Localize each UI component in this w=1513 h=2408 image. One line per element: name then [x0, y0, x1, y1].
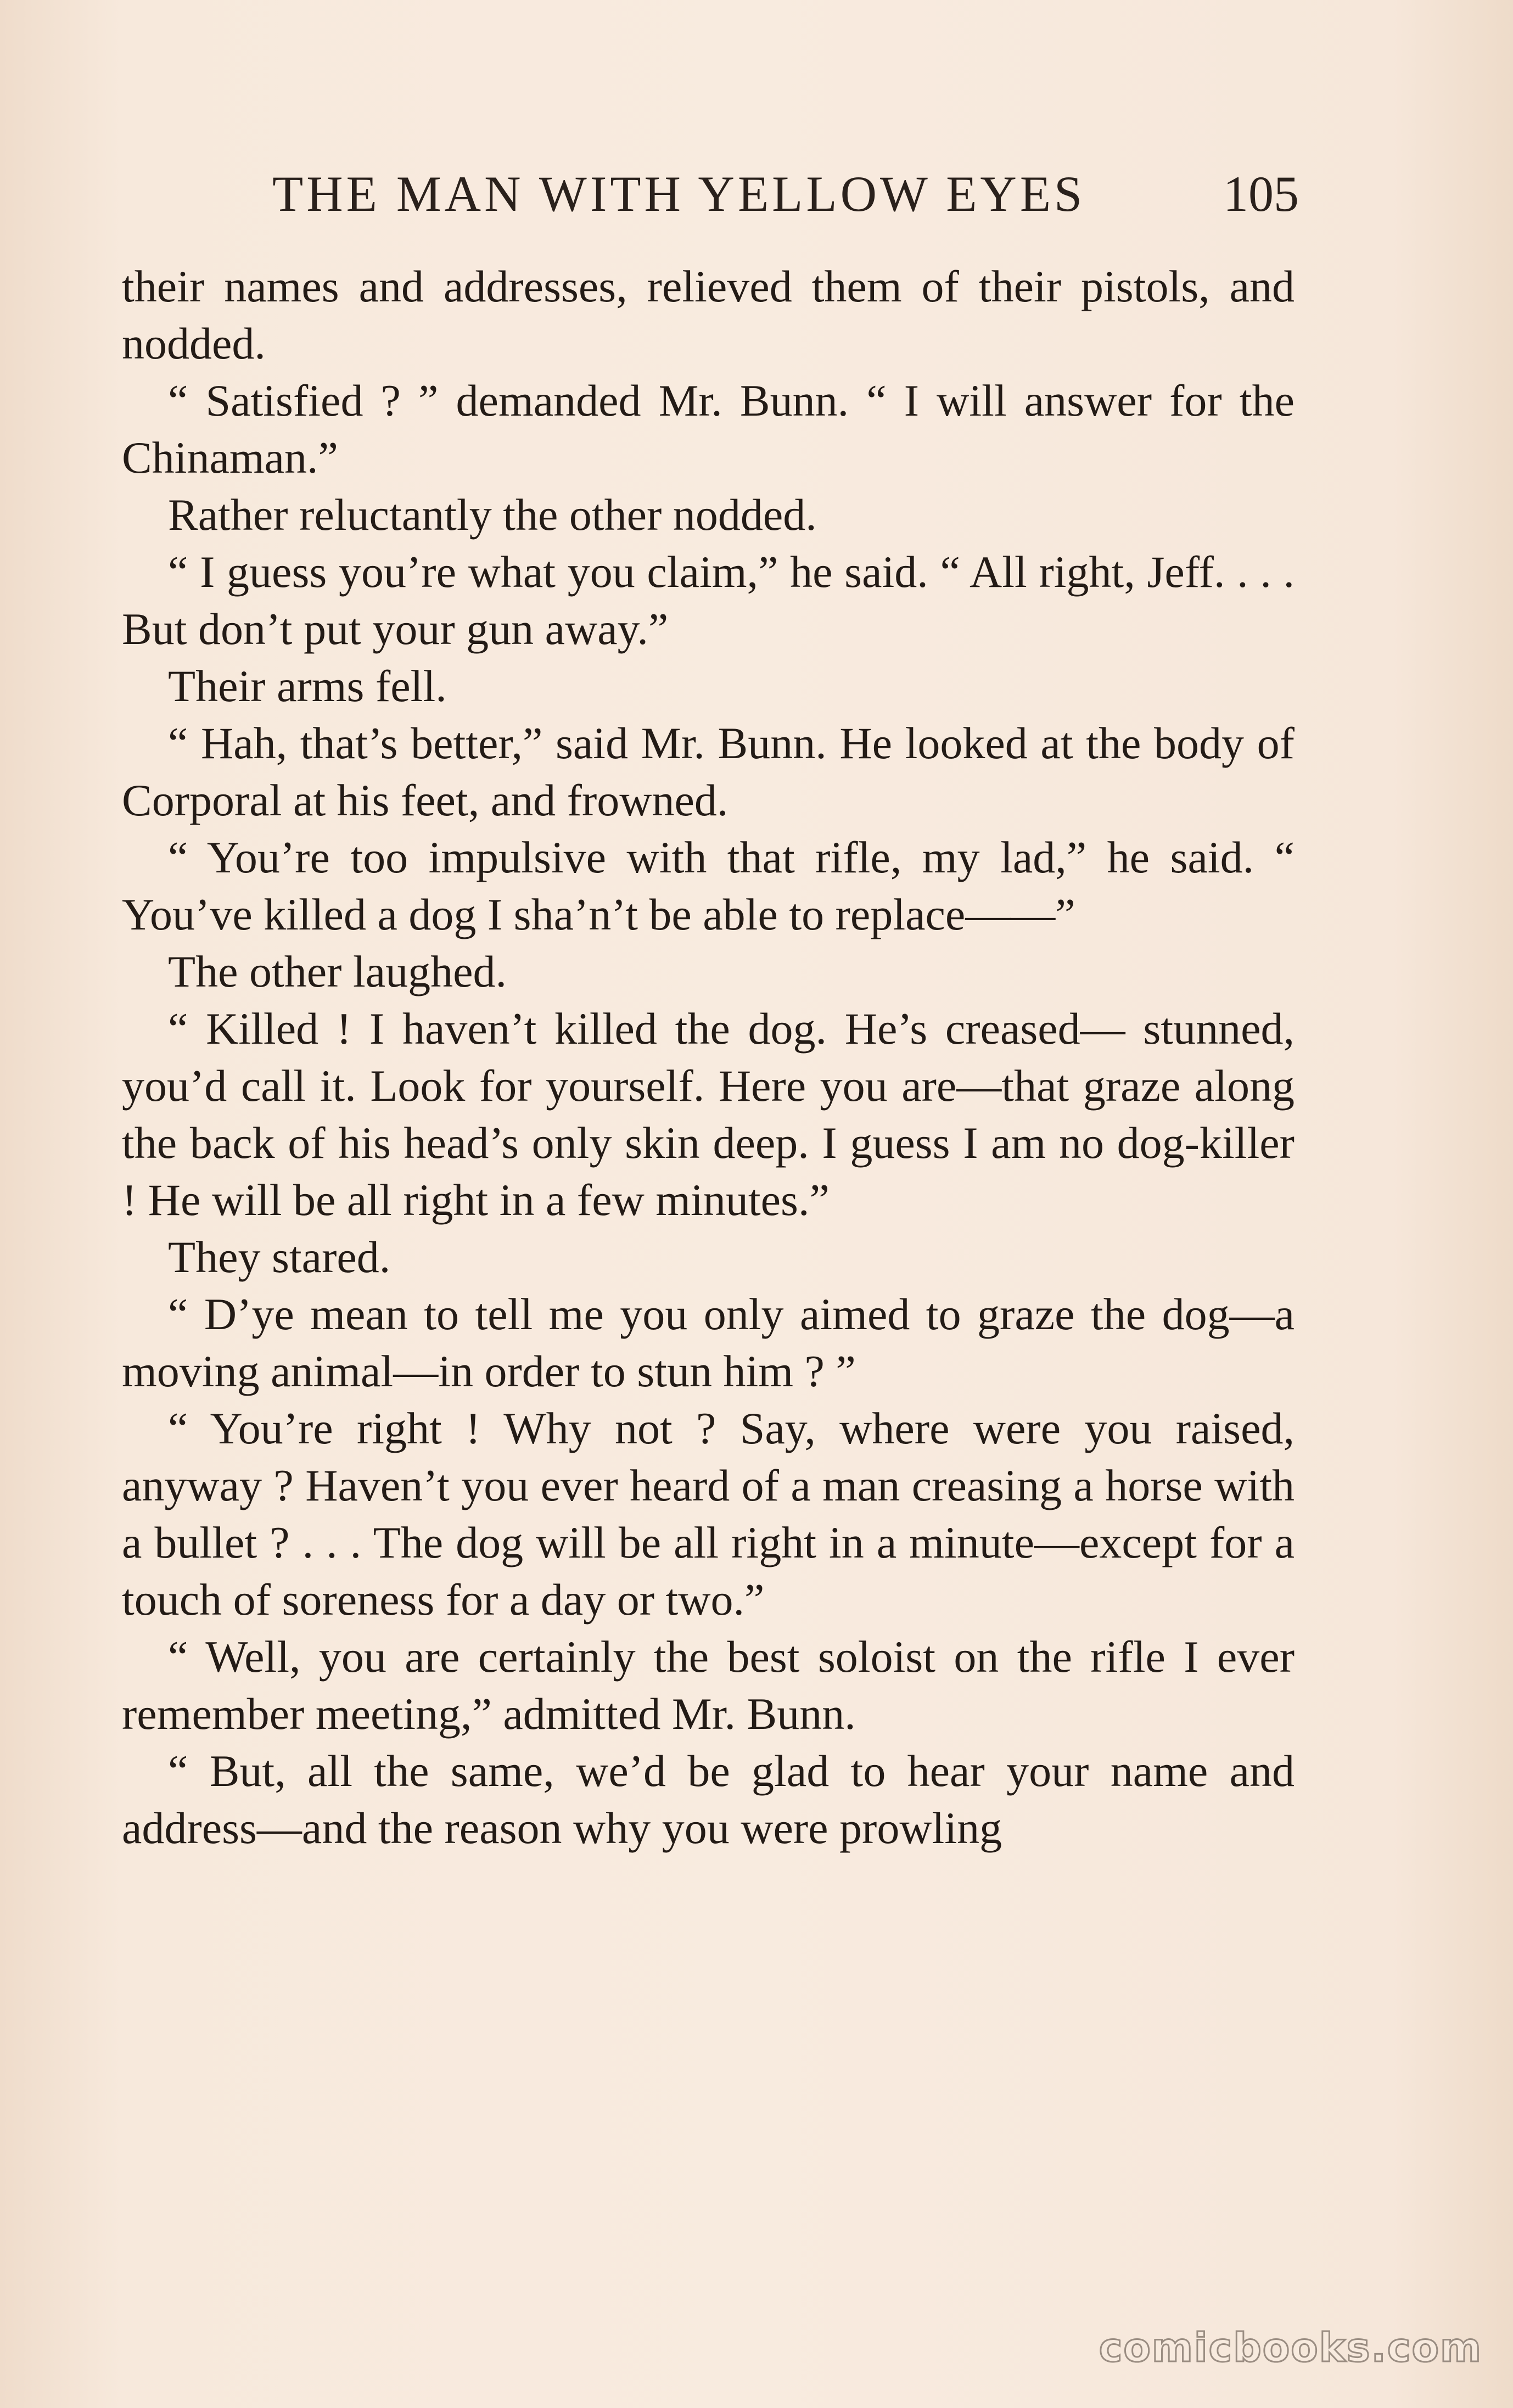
- paragraph: “ You’re right ! Why not ? Say, where were you raised, anyway ? Haven’t you ever heard of a man creasing a horse with a bullet ? . . . The dog will be all right in a minute—except for a touch of soreness for a day or two.”: [122, 1403, 1295, 1625]
- paragraph: “ You’re too impulsive with that rifle, my lad,” he said. “ You’ve killed a dog I sha’n’t be able to replace——”: [122, 832, 1295, 939]
- watermark: comicbooks.com: [1099, 2325, 1482, 2371]
- paragraph: “ Satisfied ? ” demanded Mr. Bunn. “ I will answer for the Chinaman.”: [122, 376, 1295, 483]
- running-title: THE MAN WITH YELLOW EYES: [272, 166, 1086, 222]
- paragraph: Their arms fell.: [168, 661, 447, 711]
- paragraph: their names and addresses, relieved them of their pistols, and nodded.: [122, 261, 1295, 368]
- paragraph: “ Hah, that’s better,” said Mr. Bunn. He looked at the body of Corporal at his feet, and frowned.: [122, 718, 1295, 825]
- paragraph: “ But, all the same, we’d be glad to hear your name and address—and the reason why you were prowling: [122, 1746, 1295, 1853]
- paragraph: They stared.: [168, 1232, 391, 1282]
- paragraph: Rather reluctantly the other nodded.: [168, 490, 817, 540]
- page-number: 105: [1223, 166, 1299, 222]
- page-header: [272, 165, 1299, 236]
- paragraph: “ D’ye mean to tell me you only aimed to graze the dog—a moving animal—in order to stun him ? ”: [122, 1289, 1295, 1396]
- paragraph: The other laughed.: [168, 947, 507, 996]
- paragraph: “ I guess you’re what you claim,” he said. “ All right, Jeff. . . . But don’t put your gun away.”: [122, 547, 1295, 654]
- paragraph: “ Killed ! I haven’t killed the dog. He’s creased— stunned, you’d call it. Look for yourself. Here you are—that graze along the back of his head’s only skin deep. I guess I am no dog-killer ! He will be all right in a few minutes.”: [122, 1004, 1295, 1225]
- paragraph: “ Well, you are certainly the best soloist on the rifle I ever remember meeting,” admitted Mr. Bunn.: [122, 1632, 1295, 1739]
- body-text: [122, 258, 1295, 1857]
